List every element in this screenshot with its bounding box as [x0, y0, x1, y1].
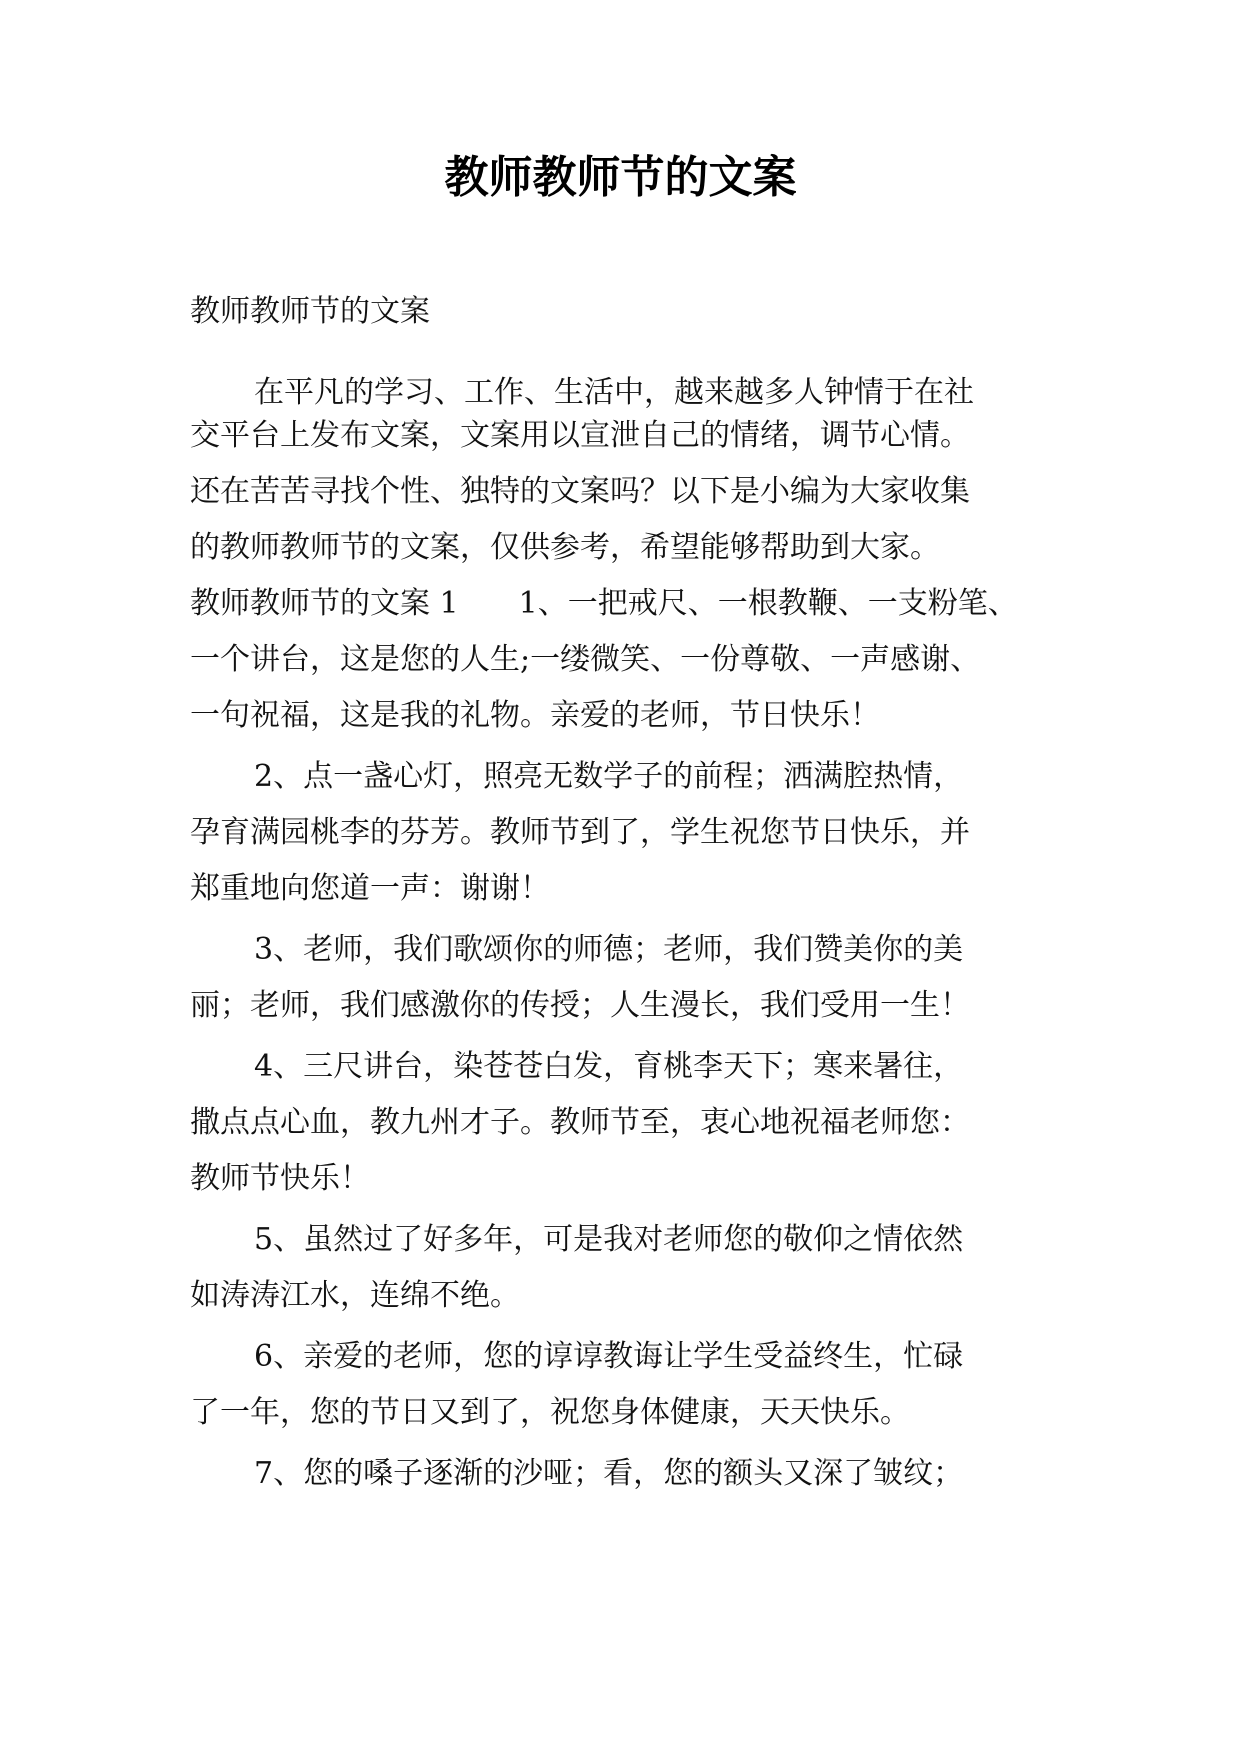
- body-line: 7、您的嗓子逐渐的沙哑；看，您的额头又深了皱纹；: [254, 1456, 964, 1491]
- body-line: 撒点点心血，教九州才子。教师节至，衷心地祝福老师您：: [190, 1105, 970, 1140]
- body-line: 3、老师，我们歌颂你的师德；老师，我们赞美你的美: [254, 932, 964, 967]
- body-line: 还在苦苦寻找个性、独特的文案吗？以下是小编为大家收集: [190, 474, 970, 509]
- body-line: 2、点一盏心灯，照亮无数学子的前程；洒满腔热情，: [254, 759, 964, 794]
- body-line: 在平凡的学习、工作、生活中，越来越多人钟情于在社: [254, 375, 974, 410]
- body-line: 教师教师节的文案 1 1、一把戒尺、一根教鞭、一支粉笔、: [190, 586, 1018, 621]
- body-line: 丽；老师，我们感激你的传授；人生漫长，我们受用一生！: [190, 988, 970, 1023]
- body-line: 如涛涛江水，连绵不绝。: [190, 1278, 520, 1313]
- body-line: 交平台上发布文案，文案用以宣泄自己的情绪，调节心情。: [190, 418, 970, 453]
- body-line: 一句祝福，这是我的礼物。亲爱的老师，节日快乐！: [190, 698, 880, 733]
- document-title: 教师教师节的文案: [444, 152, 797, 203]
- body-line: 了一年，您的节日又到了，祝您身体健康，天天快乐。: [190, 1395, 910, 1430]
- body-line: 孕育满园桃李的芬芳。教师节到了，学生祝您节日快乐，并: [190, 815, 970, 850]
- body-line: 的教师教师节的文案，仅供参考，希望能够帮助到大家。: [190, 530, 940, 565]
- body-line: 6、亲爱的老师，您的谆谆教诲让学生受益终生，忙碌: [254, 1339, 964, 1374]
- document-subtitle: 教师教师节的文案: [190, 294, 430, 329]
- body-line: 一个讲台，这是您的人生;一缕微笑、一份尊敬、一声感谢、: [190, 642, 981, 677]
- body-line: 4、三尺讲台，染苍苍白发，育桃李天下；寒来暑往，: [254, 1049, 964, 1084]
- body-line: 郑重地向您道一声：谢谢！: [190, 871, 550, 906]
- body-line: 教师节快乐！: [190, 1161, 370, 1196]
- body-line: 5、虽然过了好多年，可是我对老师您的敬仰之情依然: [254, 1222, 964, 1257]
